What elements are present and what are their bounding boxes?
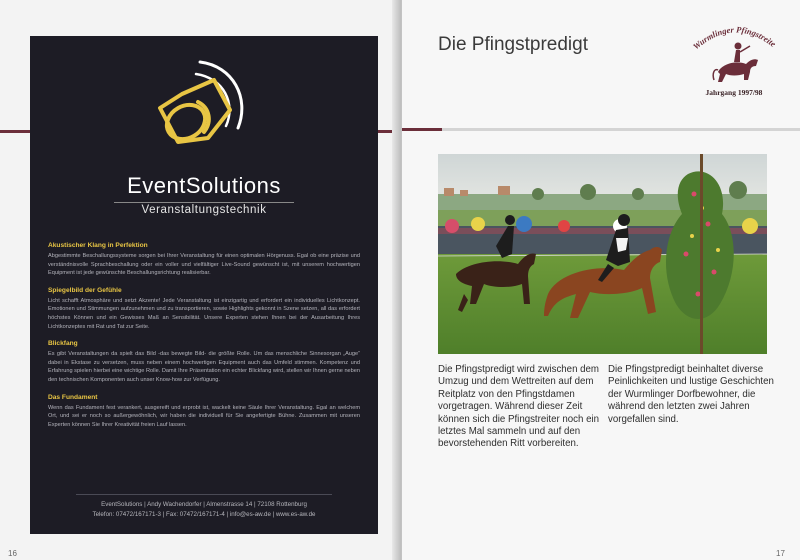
section-text-fundament: Wenn das Fundament fest verankert, ausgereift und erprobt ist, wackelt keine Säule Ihrer Veranstaltung. Egal an welchem Ort, und sei er noch so außergewöhnlich, wir haben die individuell für Sie angefertigte Bühne. Zusammen mit unseren Experten können Sie Ihrer Kreativität freien Lauf lassen. (48, 404, 360, 428)
section-heading-blickfang: Blickfang (48, 340, 78, 348)
rider-horse-icon (713, 43, 758, 83)
article-column-2: Die Pfingstpredigt beinhaltet diverse Peinlichkeiten und lustige Geschichten der Wurmlinger Dorfbewohner, die während den letzten zwei Jahren vorgefallen sind. (608, 364, 774, 425)
left-page-rule (0, 130, 30, 133)
article-title: Die Pfingstpredigt (438, 34, 588, 55)
left-page-number: 16 (8, 549, 17, 558)
badge-year: Jahrgang 1997/98 (705, 88, 763, 97)
section-heading-fundament: Das Fundament (48, 393, 98, 401)
contact-address: EventSolutions | Andy Wachendorfer | Almenstrasse 14 | 72108 Rottenburg (101, 501, 307, 508)
contact-phone-web: Telefon: 07472/167171-3 | Fax: 07472/167171-4 | info@es-aw.de | www.es-aw.de (92, 511, 316, 518)
contact-block (30, 500, 378, 520)
contact-divider (76, 494, 332, 495)
section-text-spiegelbild: Licht schafft Atmosphäre und setzt Akzente! Jede Veranstaltung ist einzigartig und erfordert ein individuelles Lichtkonzept. Emotionen und Stimmungen aufzunehmen und zu transportieren, sowie Highlights gekonnt in Szene setzen, all das erfordert höchstes Können und ein Gewisses Maß an Sensibilität. Unsere Experten stehen Ihnen bei der Ausarbeitung Ihres Lichtkonzeptes mit Rat und Tat zur Seite. (48, 297, 360, 330)
brand-tagline: Veranstaltungstechnik (141, 204, 267, 216)
section-heading-spiegelbild: Spiegelbild der Gefühle (48, 286, 122, 294)
right-page-number: 17 (776, 549, 785, 558)
right-page-rule (402, 128, 800, 131)
ad-sections (48, 242, 360, 438)
section-heading-klang: Akustischer Klang in Perfektion (48, 242, 148, 249)
speaker-logo-icon (138, 50, 258, 170)
pfingstreiter-badge (688, 20, 780, 100)
brand-divider (114, 202, 294, 203)
brand-name: EventSolutions (127, 173, 281, 198)
section-text-klang: Abgestimmte Beschallungssysteme sorgen bei Ihrer Veranstaltung für einen optimalen Hörgenuss. Egal ob eine präzise und verständnisvolle Sprachbeschallung oder ein voller und vielfältiger Live-Sound gewünscht ist, mit unserem hochwertigen Equipment ist jede gewünschte Beschallungsrichtung realisierbar. (48, 253, 360, 277)
badge-title: Wurmlinger Pfingstreite (690, 24, 778, 52)
article-column-1: Die Pfingstpredigt wird zwischen dem Umzug und dem Wettreiten auf dem Reitplatz von den Pfingstdamen vorgetragen. Während dieser Zeit können sich die Pfingstreiter noch ein letztes Mal sammeln und auf den bevorstehenden Ritt vorbereiten. (438, 364, 600, 450)
pfingstreiter-photo (438, 154, 767, 354)
eventsolutions-advertisement (30, 36, 378, 534)
section-text-blickfang: Es gibt Veranstaltungen da spielt das Bild -das bewegte Bild- die größte Rolle. Um das menschliche Sinnesorgan „Auge“ dabei in Ekstase zu versetzen, muss neben einem hochwertigen Equipment auch das Umfeld stimmen. Kompetenz und Erfahrung spielen hierbei eine wichtige Rolle. Damit Ihre Präsentation ein echter Blickfang wird, stellen wir Ihnen gerne neben den technischen Komponenten auch unser Know-how zur Verfügung. (48, 351, 360, 383)
svg-text:Wurmlinger Pfingstreiter (688, 20, 778, 51)
